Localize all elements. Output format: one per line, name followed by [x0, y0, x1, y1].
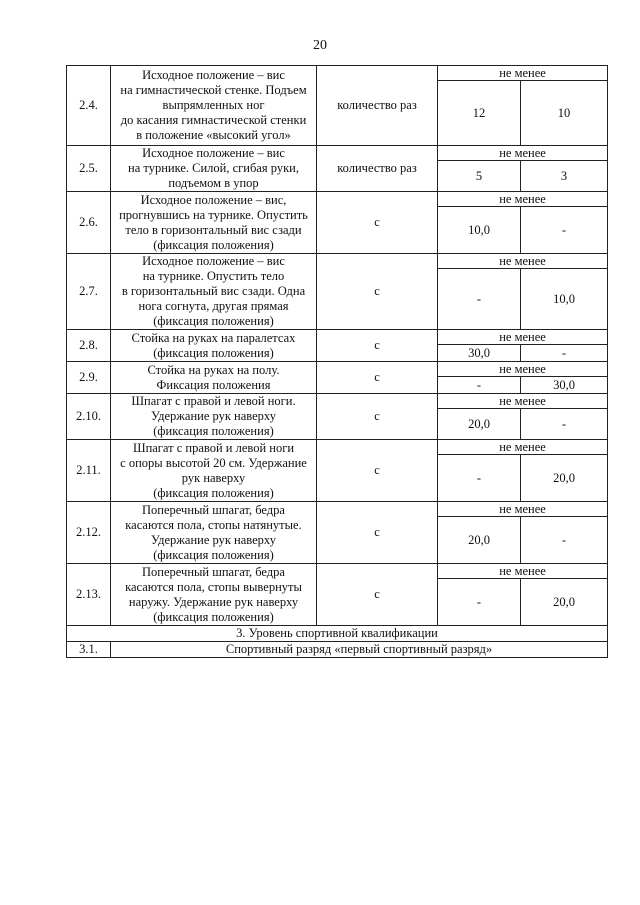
min-label: не менее [438, 502, 608, 517]
exercise-line: Удержание рук наверху [151, 532, 276, 547]
exercise-cell [111, 440, 317, 502]
exercise-line: касаются пола, стопы вывернуты [125, 579, 302, 594]
row-number: 2.9. [67, 362, 111, 394]
value-cell-1: 12 [438, 81, 521, 146]
exercise-line: Исходное положение – вис [142, 68, 285, 82]
exercise-line: Поперечный шпагат, бедра [142, 564, 285, 579]
value-cell-2: 3 [521, 161, 608, 192]
exercise-line: (фиксация положения) [153, 609, 274, 624]
value-cell-1: 30,0 [438, 345, 521, 362]
exercise-cell [111, 254, 317, 330]
value-cell-1: 20,0 [438, 517, 521, 564]
exercise-line: в положение «высокий угол» [136, 128, 291, 142]
exercise-line: касаются пола, стопы натянутые. [125, 517, 302, 532]
row-number: 3.1. [67, 642, 111, 658]
exercise-line: на турнике. Силой, сгибая руки, [128, 161, 299, 175]
min-label: не менее [438, 362, 608, 377]
table-row [67, 192, 608, 207]
unit-cell: с [317, 192, 438, 254]
unit-cell: количество раз [317, 146, 438, 192]
exercise-line: (фиксация положения) [153, 547, 274, 562]
value-cell-2: - [521, 345, 608, 362]
exercise-line: нога согнута, другая прямая [138, 299, 289, 313]
exercise-line: Поперечный шпагат, бедра [142, 502, 285, 517]
exercise-cell [111, 146, 317, 192]
exercise-line: до касания гимнастической стенки [120, 113, 307, 127]
row-number: 2.10. [67, 394, 111, 440]
table-row [67, 330, 608, 345]
exercise-line: Шпагат с правой и левой ноги [132, 440, 295, 455]
exercise-cell [111, 394, 317, 440]
exercise-line: в горизонтальный вис сзади. Одна [121, 284, 306, 298]
min-label: не менее [438, 146, 608, 161]
norms-table-body [67, 66, 608, 658]
exercise-line: Стойка на руках на полу. [147, 362, 280, 377]
unit-cell: с [317, 254, 438, 330]
exercise-cell [111, 502, 317, 564]
value-cell-1: 5 [438, 161, 521, 192]
value-cell-1: 10,0 [438, 207, 521, 254]
page-number: 20 [313, 38, 327, 53]
value-cell-2: - [521, 517, 608, 564]
unit-cell: количество раз [317, 66, 438, 146]
exercise-line: (фиксация положения) [153, 237, 274, 252]
exercise-line: подъемом в упор [168, 176, 259, 190]
exercise-line: прогнувшись на турнике. Опустить [119, 207, 308, 222]
exercise-line: на гимнастической стенке. Подъем [120, 83, 307, 97]
section-heading: 3. Уровень спортивной квалификации [67, 626, 608, 642]
min-label: не менее [438, 66, 608, 81]
exercise-line: (фиксация положения) [153, 314, 274, 328]
row-number: 2.8. [67, 330, 111, 362]
value-cell-2: - [521, 409, 608, 440]
value-cell-1: - [438, 377, 521, 394]
exercise-line: Исходное положение – вис [142, 254, 285, 268]
table-row [67, 362, 608, 377]
unit-cell: с [317, 394, 438, 440]
unit-cell: с [317, 330, 438, 362]
min-label: не менее [438, 394, 608, 409]
value-cell-2: 10 [521, 81, 608, 146]
exercise-line: выпрямленных ног [162, 98, 265, 112]
table-row [67, 564, 608, 579]
table-row [67, 254, 608, 269]
row-number: 2.5. [67, 146, 111, 192]
unit-cell: с [317, 362, 438, 394]
exercise-line: (фиксация положения) [153, 424, 274, 438]
value-cell-2: 20,0 [521, 579, 608, 626]
value-cell-2: 20,0 [521, 455, 608, 502]
unit-cell: с [317, 502, 438, 564]
table-row [67, 66, 608, 81]
table-row [67, 502, 608, 517]
value-cell-1: - [438, 579, 521, 626]
exercise-line: (фиксация положения) [153, 345, 274, 360]
exercise-line: с опоры высотой 20 см. Удержание [120, 455, 307, 470]
table-row [67, 440, 608, 455]
exercise-cell [111, 66, 317, 146]
section-row [67, 626, 608, 642]
row-number: 2.13. [67, 564, 111, 626]
row-number: 2.11. [67, 440, 111, 502]
row-number: 2.6. [67, 192, 111, 254]
norms-table [66, 65, 608, 658]
exercise-line: Удержание рук наверху [151, 409, 276, 423]
exercise-cell [111, 330, 317, 362]
unit-cell: с [317, 564, 438, 626]
min-label: не менее [438, 192, 608, 207]
exercise-line: Исходное положение – вис [142, 146, 285, 160]
value-cell-2: - [521, 207, 608, 254]
min-label: не менее [438, 564, 608, 579]
value-cell-2: 30,0 [521, 377, 608, 394]
exercise-line: Фиксация положения [156, 377, 271, 392]
min-label: не менее [438, 254, 608, 269]
value-cell-1: - [438, 269, 521, 330]
exercise-line: (фиксация положения) [153, 485, 274, 500]
row-number: 2.7. [67, 254, 111, 330]
exercise-line: Исходное положение – вис, [140, 192, 287, 207]
exercise-line: рук наверху [181, 470, 246, 485]
value-cell-1: - [438, 455, 521, 502]
exercise-line: Стойка на руках на паралетсах [131, 330, 296, 345]
row-number: 2.12. [67, 502, 111, 564]
exercise-line: Шпагат с правой и левой ноги. [131, 394, 296, 408]
min-label: не менее [438, 440, 608, 455]
exercise-cell [111, 362, 317, 394]
min-label: не менее [438, 330, 608, 345]
table-row [67, 394, 608, 409]
exercise-line: тело в горизонтальный вис сзади [125, 222, 302, 237]
table-row [67, 146, 608, 161]
exercise-line: на турнике. Опустить тело [142, 269, 285, 283]
table-row [67, 642, 608, 658]
exercise-cell [111, 564, 317, 626]
exercise-line: наружу. Удержание рук наверху [128, 594, 299, 609]
exercise-cell [111, 192, 317, 254]
unit-cell: с [317, 440, 438, 502]
value-cell-1: 20,0 [438, 409, 521, 440]
row-number: 2.4. [67, 66, 111, 146]
value-cell-2: 10,0 [521, 269, 608, 330]
qualification-text: Спортивный разряд «первый спортивный разряд» [111, 642, 608, 658]
